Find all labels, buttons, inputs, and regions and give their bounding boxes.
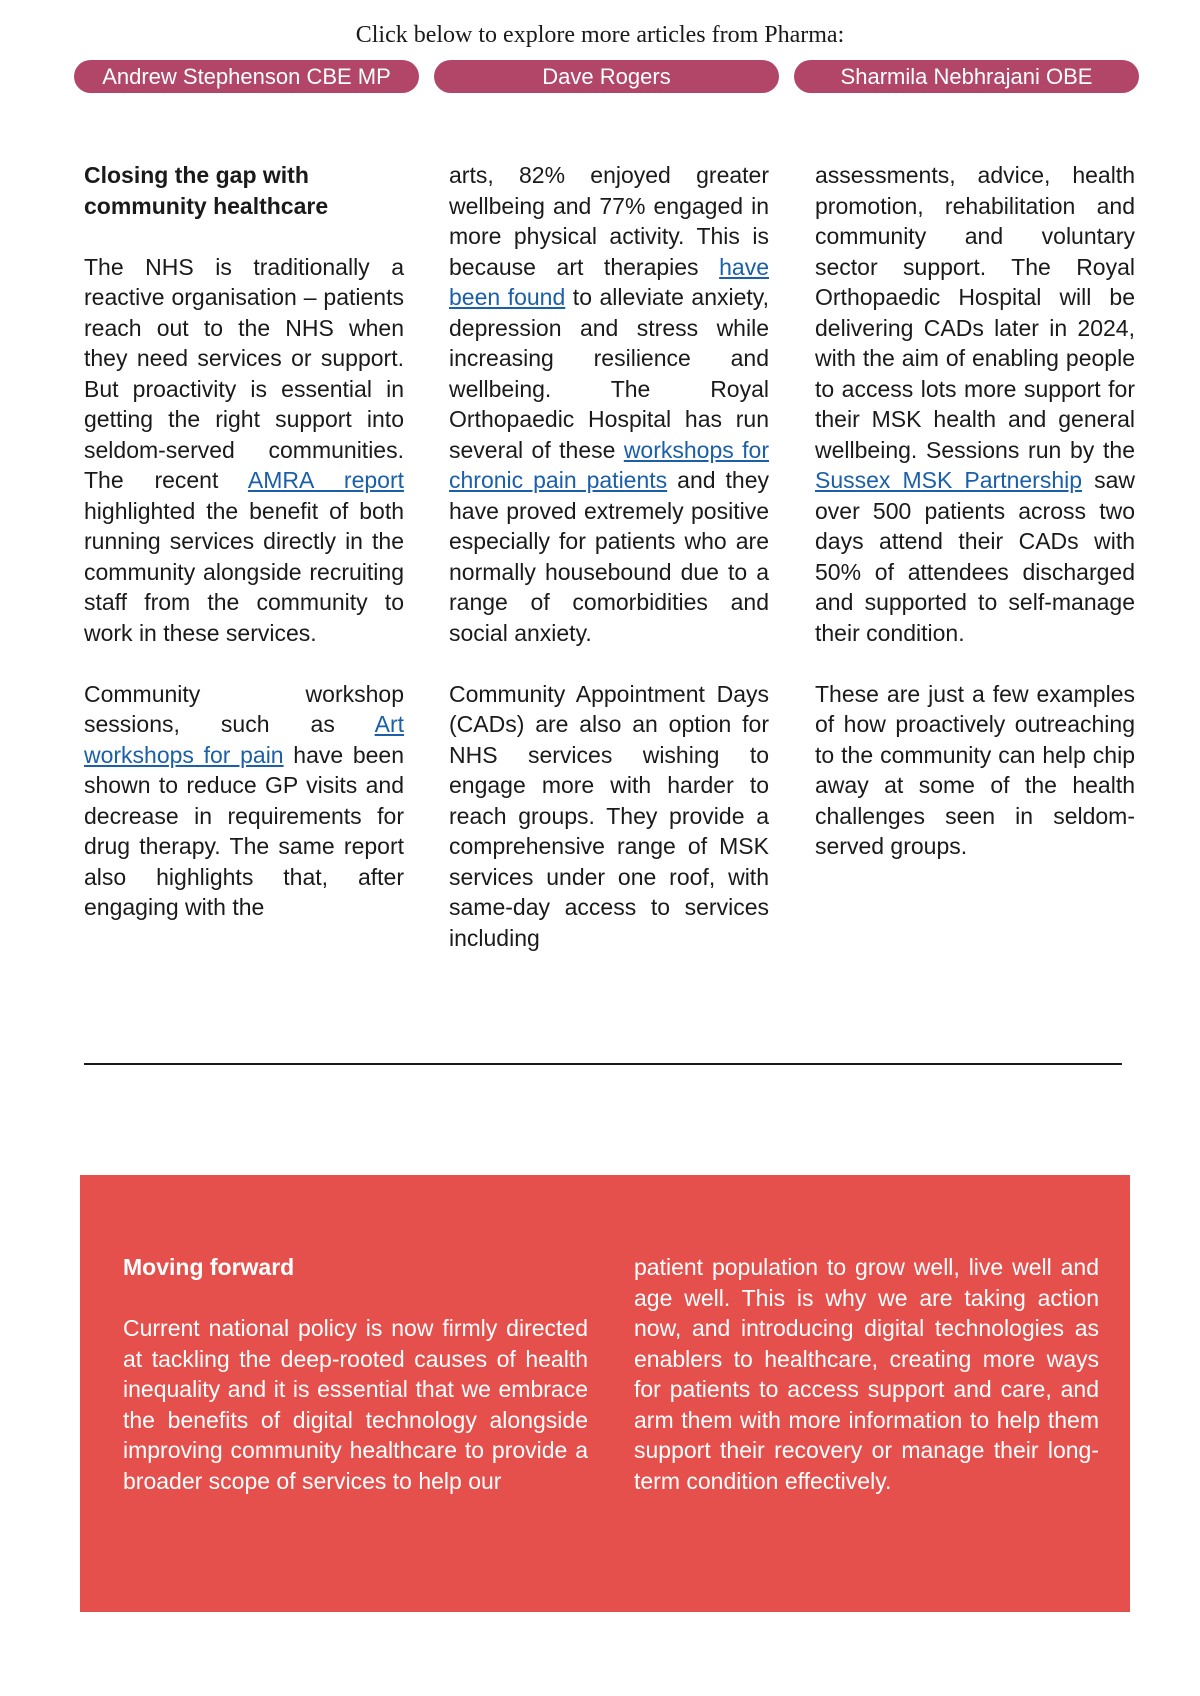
sussex-msk-partnership-link[interactable]: Sussex MSK Partnership [815, 467, 1083, 493]
article-column-1 [84, 160, 404, 953]
paragraph-text: to alleviate anxiety, depression and stress while increasing resilience and wellbeing. The Royal Orthopaedic Hospital has run several of these [449, 284, 769, 463]
article-button-andrew-stephenson[interactable]: Andrew Stephenson CBE MP [74, 60, 419, 93]
paragraph: Community Appointment Days (CADs) are also an option for NHS services wishing to engage more with harder to reach groups. They provide a comprehensive range of MSK services under one roof, with same-day access to services including [449, 680, 769, 951]
amra-report-link[interactable]: AMRA report [247, 467, 404, 493]
article-column-3 [815, 160, 1135, 892]
paragraph [815, 160, 1135, 648]
callout-paragraph: Current national policy is now firmly directed at tackling the deep-rooted causes of health inequality and it is essential that we embrace the benefits of digital technology alongside improving community healthcare to provide a broader scope of services to help our [123, 1315, 588, 1494]
article-column-2 [449, 160, 769, 984]
callout-paragraph: patient population to grow well, live well and age well. This is why we are taking action now, and introducing digital technologies as enablers to healthcare, creating more ways for patients to access support and care, and arm them with more information to help them support their recovery or manage their long-term condition effectively. [634, 1254, 1099, 1494]
paragraph-text: and they have proved extremely positive especially for patients who are normally housebound due to a range of comorbidities and social anxiety. [449, 467, 769, 646]
article-button-dave-rogers[interactable]: Dave Rogers [434, 60, 779, 93]
paragraph-text: arts, 82% enjoyed greater wellbeing and 77% engaged in more physical activity. This is because art therapies [449, 162, 769, 280]
callout-heading: Moving forward [123, 1254, 295, 1280]
paragraph-text: Community workshop sessions, such as [84, 680, 404, 737]
paragraph-text: saw over 500 patients across two days attend their CADs with 50% of attendees discharged and supported to self-manage their condition. [815, 467, 1135, 646]
paragraph: These are just a few examples of how proactively outreaching to the community can help chip away at some of the health challenges seen in seldom-served groups. [815, 680, 1135, 859]
callout-column-1 [123, 1252, 588, 1527]
paragraph-text: assessments, advice, health promotion, rehabilitation and community and voluntary sector support. The Royal Orthopaedic Hospital will be delivering CADs later in 2024, with the aim of enabling people to access lots more support for their MSK health and general wellbeing. Sessions run by the [815, 162, 1135, 463]
paragraph [449, 160, 769, 648]
paragraph [84, 679, 404, 923]
callout-column-2 [634, 1252, 1099, 1527]
have-been-found-link[interactable]: have been found [449, 253, 769, 310]
paragraph-text: The NHS is traditionally a reactive organisation – patients reach out to the NHS when they need services or support. But proactivity is essential in getting the right support into seldom-served communities. The recent [84, 253, 404, 493]
chronic-pain-workshops-link[interactable]: workshops for chronic pain patients [449, 436, 769, 493]
section-divider [84, 1063, 1122, 1065]
section-heading: Closing the gap with community healthcare [84, 162, 329, 219]
art-workshops-link[interactable]: Art workshops for pain [84, 711, 404, 768]
paragraph [84, 252, 404, 649]
paragraph-text: have been shown to reduce GP visits and decrease in requirements for drug therapy. The same report also highlights that, after engaging with the [84, 741, 404, 920]
article-button-sharmila-nebhrajani[interactable]: Sharmila Nebhrajani OBE [794, 60, 1139, 93]
explore-caption: Click below to explore more articles from Pharma: [355, 22, 845, 48]
paragraph-text: highlighted the benefit of both running services directly in the community alongside recruiting staff from the community to work in these services. [84, 497, 404, 646]
